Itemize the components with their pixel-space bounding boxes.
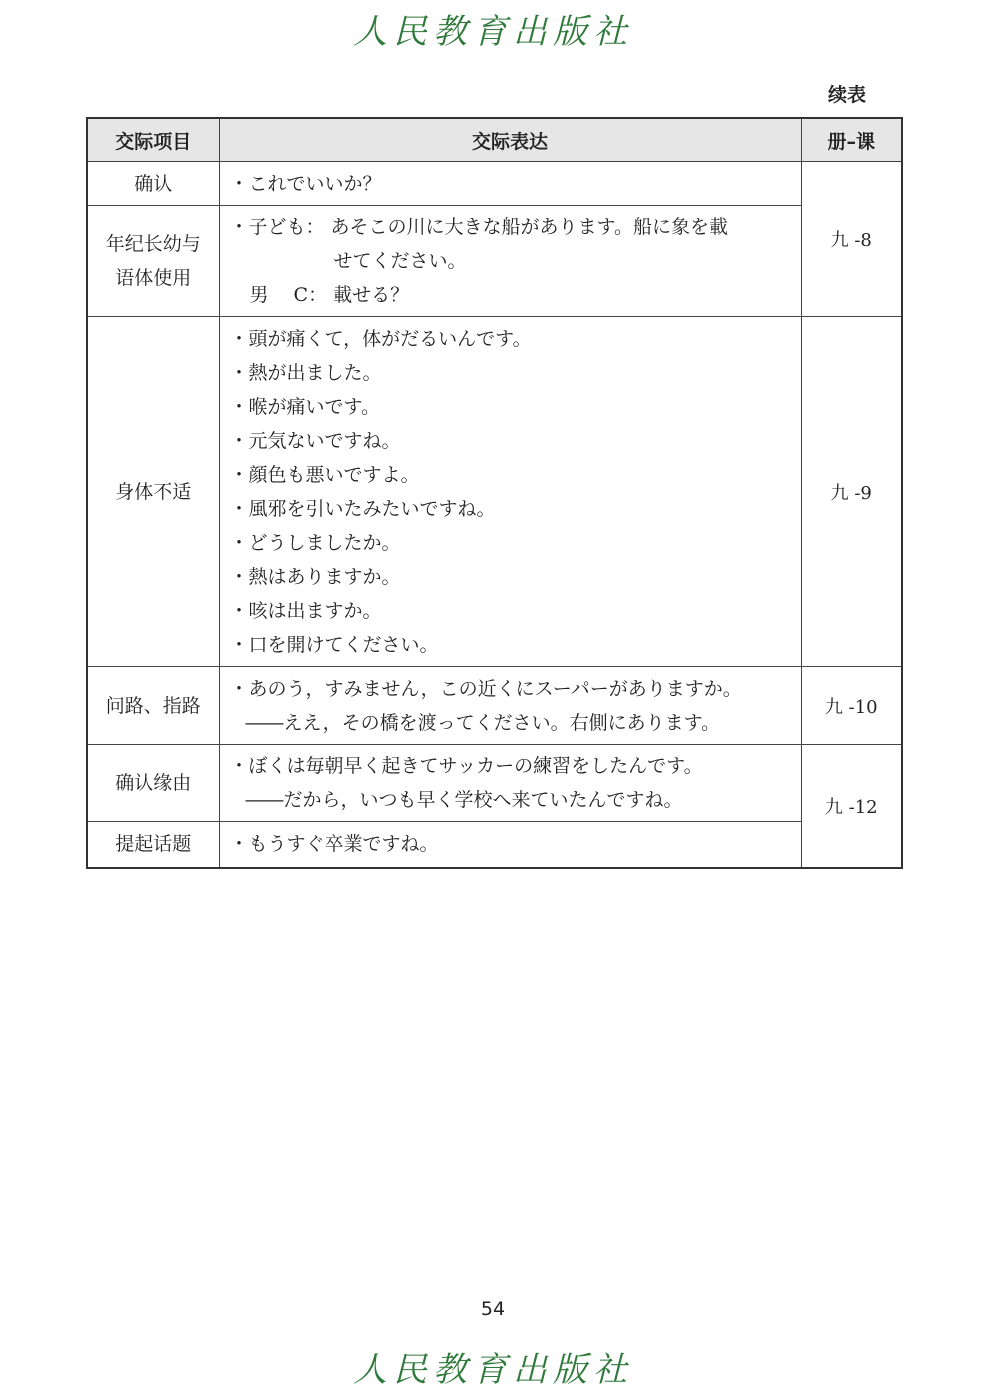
expression-line: ・これでいいか？ <box>229 172 382 195</box>
item-label: 确认缘由 <box>115 772 192 794</box>
item-cell <box>87 206 219 317</box>
expression-line: ――だから，いつも早く学校へ来ていたんですね。 <box>245 789 683 811</box>
expression-cell <box>219 745 801 822</box>
table-row <box>87 317 902 667</box>
expression-cell <box>219 317 801 667</box>
lesson-cell: 九 -10 <box>801 667 902 745</box>
table-row <box>87 667 902 745</box>
item-cell <box>87 667 219 745</box>
header-expression: 交际表达 <box>219 118 801 162</box>
expression-line: ・どうしましたか。 <box>229 531 401 554</box>
item-label: 年纪长幼与 <box>105 233 201 255</box>
table-row <box>87 745 902 822</box>
table-row <box>87 822 902 868</box>
lesson-cell: 九 -8 <box>801 162 902 317</box>
table-header-row <box>87 118 902 162</box>
expression-line: ――ええ，その橋を渡ってください。右側にあります。 <box>245 711 721 734</box>
expression-line: ・子ども： あそこの川に大きな船があります。船に象を載 <box>229 216 729 238</box>
expression-line: ・顔色も悪いですよ。 <box>229 463 420 486</box>
item-label: 语体使用 <box>115 267 192 289</box>
expression-line: ・喉が痛いです。 <box>229 395 380 418</box>
item-cell <box>87 745 219 822</box>
item-cell <box>87 822 219 868</box>
header-item: 交际项目 <box>87 118 219 162</box>
expression-line: ・ぼくは毎朝早く起きてサッカーの練習をしたんです。 <box>229 755 703 777</box>
expression-line: ・もうすぐ卒業ですね。 <box>229 833 439 856</box>
expression-line: ・あのう，すみません，この近くにスーパーがありますか。 <box>229 677 742 700</box>
expression-line: ・風邪を引いたみたいですね。 <box>229 497 496 520</box>
expression-line: ・口を開けてください。 <box>229 633 439 656</box>
lesson-cell: 九 -9 <box>801 317 902 667</box>
expression-line: 男 C： 載せる？ <box>249 284 410 306</box>
item-label: 问路、指路 <box>105 694 201 717</box>
continued-label: 续表 <box>828 84 867 106</box>
item-label: 确认 <box>134 172 173 195</box>
table-row <box>87 162 902 206</box>
item-cell <box>87 317 219 667</box>
item-label: 提起话题 <box>115 833 192 856</box>
publisher-logo-top: 人民教育出版社 <box>353 12 633 52</box>
expression-line: ・熱はありますか。 <box>229 565 401 588</box>
item-label: 身体不适 <box>115 480 192 503</box>
expression-line: ・熱が出ました。 <box>229 361 382 384</box>
header-lesson: 册–课 <box>801 118 902 162</box>
item-cell <box>87 162 219 206</box>
page-number: 54 <box>480 1298 506 1320</box>
expression-cell <box>219 162 801 206</box>
expression-cell <box>219 667 801 745</box>
expression-cell <box>219 206 801 317</box>
expression-line: せてください。 <box>333 250 467 272</box>
expression-line: ・咳は出ますか。 <box>229 599 382 622</box>
table-row <box>87 206 902 317</box>
publisher-logo-bottom: 人民教育出版社 <box>353 1350 633 1390</box>
communication-table <box>86 117 903 869</box>
lesson-cell: 九 -12 <box>801 745 902 868</box>
expression-line: ・元気ないですね。 <box>229 429 401 452</box>
expression-cell <box>219 822 801 868</box>
expression-line: ・頭が痛くて，体がだるいんです。 <box>229 327 532 350</box>
